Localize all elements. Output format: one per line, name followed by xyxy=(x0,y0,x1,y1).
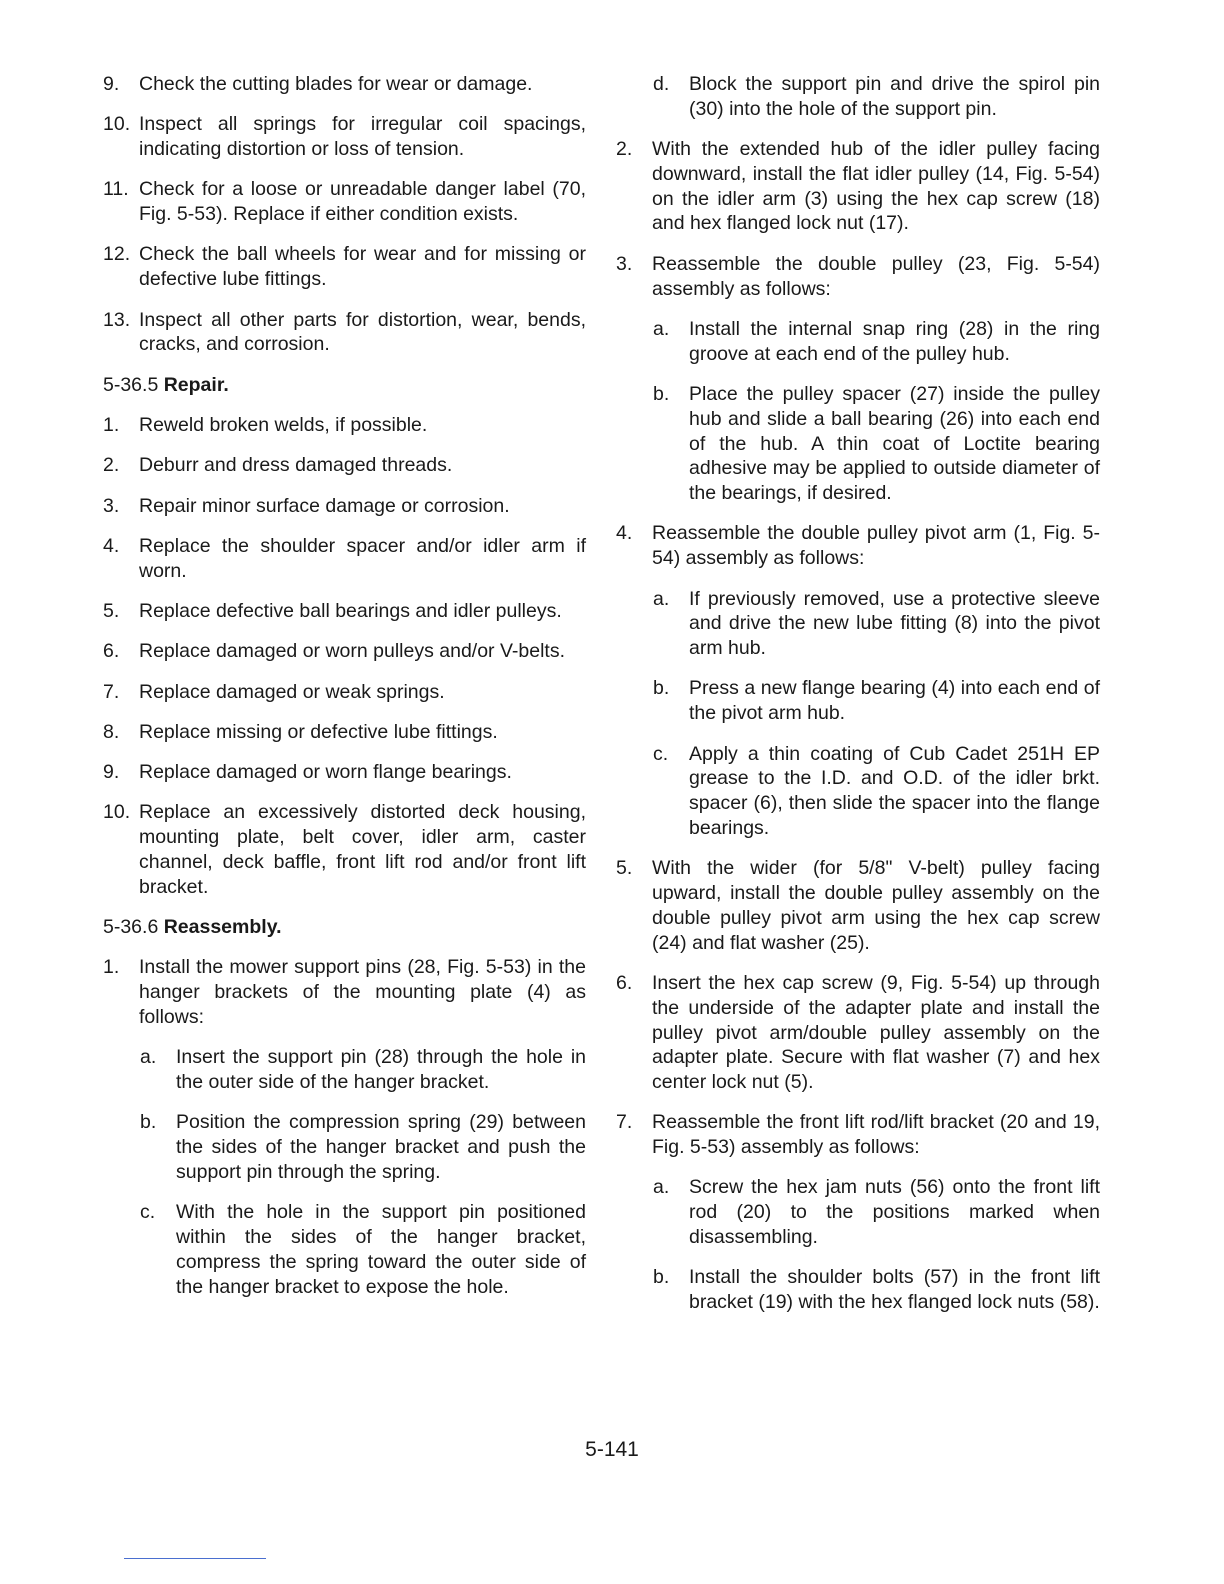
section-heading-reassembly xyxy=(103,915,586,940)
item-text: Replace damaged or worn pulleys and/or V-belts. xyxy=(139,640,565,663)
item-text: Check the ball wheels for wear and for missing or defective lube fittings. xyxy=(139,243,586,291)
item-text: Inspect all other parts for distortion, wear, bends, cracks, and corrosion. xyxy=(139,308,586,356)
item-number: 1. xyxy=(103,956,120,979)
item-number: 4. xyxy=(616,522,633,545)
sub-item-text: Apply a thin coating of Cub Cadet 251H EP grease to the I.D. and O.D. of the idler brkt. spacer (6), then slide the spacer into the flange bearings. xyxy=(689,742,1100,839)
item-text: Replace damaged or weak springs. xyxy=(139,680,445,703)
sub-item-text: Screw the hex jam nuts (56) onto the front lift rod (20) to the positions marked when disassembling. xyxy=(689,1176,1100,1249)
sub-item-text: Position the compression spring (29) between the sides of the hanger bracket and push the support pin through the spring. xyxy=(176,1111,586,1183)
sub-item-letter: b. xyxy=(653,382,670,405)
item-text: Replace damaged or worn flange bearings. xyxy=(139,761,512,784)
sub-item-text: Install the internal snap ring (28) in the ring groove at each end of the pulley hub. xyxy=(689,317,1100,365)
sub-item xyxy=(140,1110,586,1184)
sub-item xyxy=(140,1200,586,1299)
item-number: 11. xyxy=(103,178,129,201)
item-text: Inspect all springs for irregular coil spacings, indicating distortion or loss of tension. xyxy=(139,113,586,161)
list-item xyxy=(103,413,586,438)
sub-item xyxy=(653,587,1100,661)
list-item xyxy=(616,521,1100,571)
list-item xyxy=(103,680,586,705)
sub-item-text: Block the support pin and drive the spirol pin (30) into the hole of the support pin. xyxy=(689,73,1100,120)
item-text: Reassemble the double pulley (23, Fig. 5-54) assembly as follows: xyxy=(652,252,1100,300)
item-number: 13. xyxy=(103,308,131,331)
sub-item-text: Place the pulley spacer (27) inside the pulley hub and slide a ball bearing (26) into each end of the hub. A thin coat of Loctite bearing adhesive may be applied to outside diameter of the bearings, if desired. xyxy=(689,382,1100,505)
sub-item-letter: a. xyxy=(653,587,670,610)
item-text: Insert the hex cap screw (9, Fig. 5-54) up through the underside of the adapter plate and install the pulley pivot arm/double pulley assembly on the adapter plate. Secure with flat washer (7) and hex center lock nut (5). xyxy=(652,971,1100,1094)
list-item xyxy=(103,720,586,745)
list-item xyxy=(103,112,586,162)
sub-item-letter: b. xyxy=(653,677,670,700)
sub-item-letter: b. xyxy=(653,1266,670,1289)
list-item xyxy=(103,72,586,97)
list-item xyxy=(616,856,1100,955)
item-text: Reweld broken welds, if possible. xyxy=(139,413,428,436)
item-number: 12. xyxy=(103,243,131,266)
item-number: 5. xyxy=(616,857,633,880)
sub-item xyxy=(140,1045,586,1095)
item-text: Reassemble the double pulley pivot arm (1, Fig. 5-54) assembly as follows: xyxy=(652,522,1100,570)
sub-item-letter: d. xyxy=(653,73,670,95)
item-text: With the extended hub of the idler pulley facing downward, install the flat idler pulley (14, Fig. 5-54) on the idler arm (3) using the hex cap screw (18) and hex flanged lock nut (17). xyxy=(652,138,1100,235)
sub-item-letter: a. xyxy=(140,1046,157,1069)
section-title: Repair. xyxy=(163,373,229,396)
section-number: 5-36.5 xyxy=(103,373,159,396)
list-item xyxy=(103,639,586,664)
list-item xyxy=(103,599,586,624)
item-number: 9. xyxy=(103,73,120,95)
item-text: Replace an excessively distorted deck housing, mounting plate, belt cover, idler arm, caster channel, deck baffle, front lift rod and/or front lift bracket. xyxy=(139,801,586,898)
item-text: Check the cutting blades for wear or damage. xyxy=(139,73,533,95)
sub-item-letter: c. xyxy=(653,742,669,765)
sub-item-text: With the hole in the support pin positioned within the sides of the hanger bracket, compress the spring toward the outer side of the hanger bracket to expose the hole. xyxy=(176,1201,586,1298)
item-number: 1. xyxy=(103,413,120,436)
item-text: Deburr and dress damaged threads. xyxy=(139,454,453,477)
list-item xyxy=(103,453,586,478)
item-number: 6. xyxy=(103,640,120,663)
item-text: Replace the shoulder spacer and/or idler arm if worn. xyxy=(139,534,586,582)
item-number: 8. xyxy=(103,720,120,743)
sub-item xyxy=(653,72,1100,122)
sub-item-letter: b. xyxy=(140,1111,157,1134)
sub-item xyxy=(653,317,1100,367)
list-item xyxy=(103,760,586,785)
list-item xyxy=(103,494,586,519)
sub-item xyxy=(653,742,1100,841)
sub-item-text: Insert the support pin (28) through the hole in the outer side of the hanger bracket. xyxy=(176,1046,586,1094)
page-number: 5-141 xyxy=(585,1438,639,1461)
sub-item xyxy=(653,382,1100,506)
sub-item-text: Press a new flange bearing (4) into each end of the pivot arm hub. xyxy=(689,677,1100,725)
item-number: 10. xyxy=(103,113,131,136)
item-number: 7. xyxy=(103,680,120,703)
item-text: Reassemble the front lift rod/lift bracket (20 and 19, Fig. 5-53) assembly as follows: xyxy=(652,1111,1100,1159)
sub-item-letter: c. xyxy=(140,1201,156,1224)
item-number: 4. xyxy=(103,534,120,557)
item-number: 6. xyxy=(616,971,633,994)
list-item xyxy=(103,955,586,1029)
item-text: Check for a loose or unreadable danger label (70, Fig. 5-53). Replace if either condition exists. xyxy=(139,178,586,226)
list-item xyxy=(616,137,1100,236)
section-heading-repair xyxy=(103,373,586,398)
item-number: 10. xyxy=(103,801,131,824)
sub-item xyxy=(653,1175,1100,1249)
list-item xyxy=(103,177,586,227)
item-number: 2. xyxy=(616,138,633,161)
list-item xyxy=(103,534,586,584)
sub-item-letter: a. xyxy=(653,317,670,340)
list-item xyxy=(103,800,586,899)
item-text: Install the mower support pins (28, Fig. 5-53) in the hanger brackets of the mounting plate (4) as follows: xyxy=(139,956,586,1029)
sub-item xyxy=(653,1265,1100,1315)
left-column xyxy=(103,72,586,1315)
list-item xyxy=(103,242,586,292)
item-text: Replace missing or defective lube fittings. xyxy=(139,720,498,743)
footer-rule xyxy=(124,1558,266,1559)
list-item xyxy=(616,252,1100,302)
list-item xyxy=(103,308,586,358)
item-number: 2. xyxy=(103,454,120,477)
item-text: Repair minor surface damage or corrosion. xyxy=(139,494,510,517)
section-title: Reassembly. xyxy=(163,916,282,939)
sub-item xyxy=(653,676,1100,726)
right-column xyxy=(616,72,1100,1330)
sub-item-text: Install the shoulder bolts (57) in the front lift bracket (19) with the hex flanged lock nuts (58). xyxy=(689,1266,1100,1314)
item-number: 5. xyxy=(103,599,120,622)
item-text: With the wider (for 5/8" V-belt) pulley facing upward, install the double pulley assembly on the double pulley pivot arm using the hex cap screw (24) and flat washer (25). xyxy=(652,857,1100,954)
item-number: 3. xyxy=(616,252,633,275)
list-item xyxy=(616,971,1100,1095)
item-number: 9. xyxy=(103,761,120,784)
sub-item-letter: a. xyxy=(653,1176,670,1199)
item-number: 7. xyxy=(616,1111,633,1134)
section-number: 5-36.6 xyxy=(103,916,159,939)
sub-item-text: If previously removed, use a protective sleeve and drive the new lube fitting (8) into the pivot arm hub. xyxy=(689,587,1100,660)
item-number: 3. xyxy=(103,494,120,517)
list-item xyxy=(616,1110,1100,1160)
item-text: Replace defective ball bearings and idler pulleys. xyxy=(139,599,562,622)
